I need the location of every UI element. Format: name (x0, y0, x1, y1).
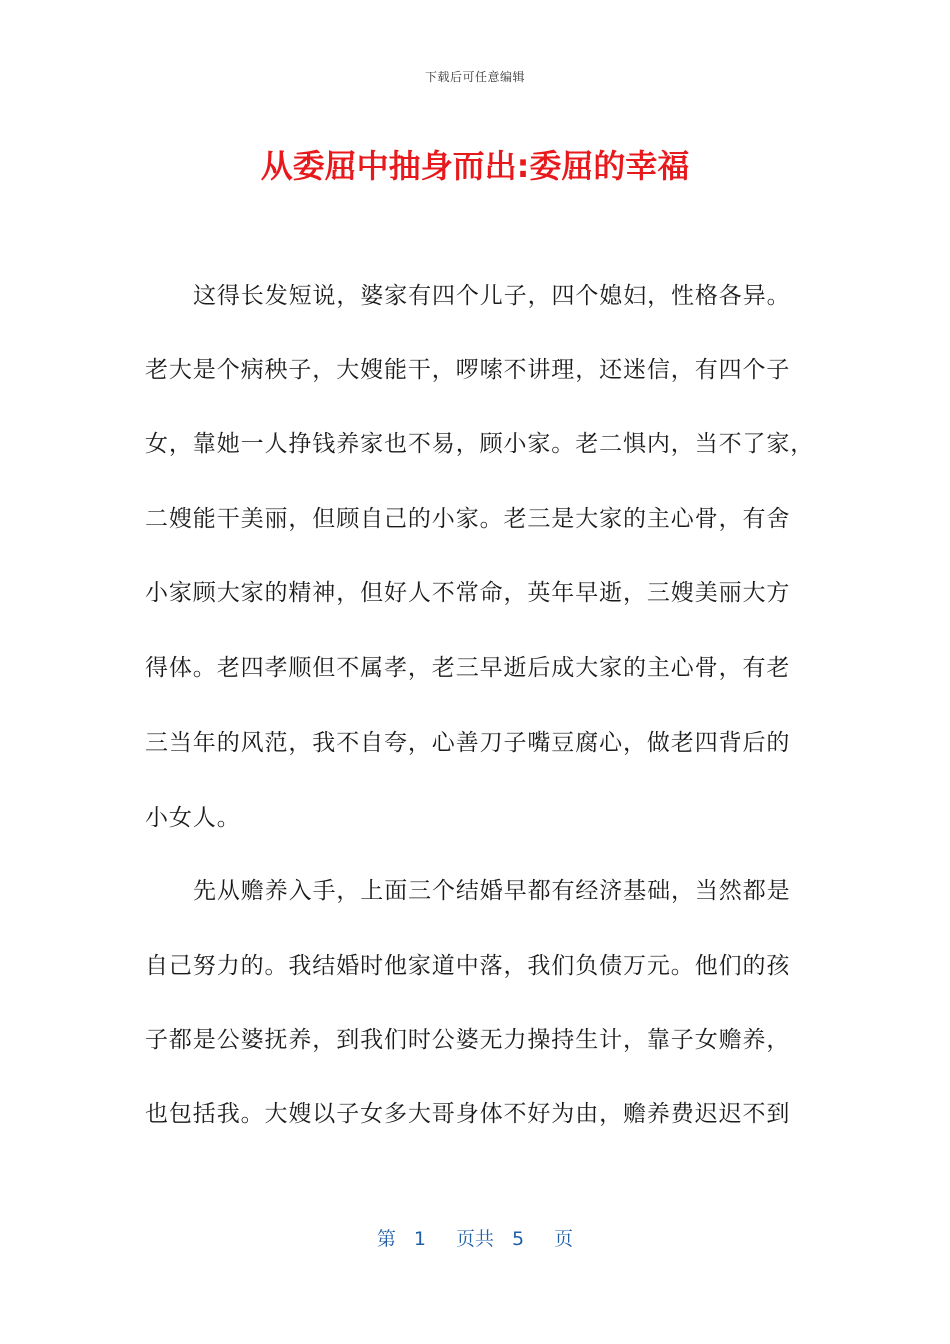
body-line: 子都是公婆抚养，到我们时公婆无力操持生计，靠子女赡养， (145, 1027, 791, 1053)
body-line: 也包括我。大嫂以子女多大哥身体不好为由，赡养费迟迟不到 (145, 1101, 791, 1127)
page-header-note: 下载后可任意编辑 (424, 70, 525, 84)
body-line: 得体。老四孝顺但不属孝，老三早逝后成大家的主心骨，有老 (145, 655, 791, 681)
body-line: 先从赡养入手，上面三个结婚早都有经济基础，当然都是 (193, 878, 791, 904)
footer-label-pages: 页 (554, 1228, 574, 1250)
body-line: 三当年的风范，我不自夸，心善刀子嘴豆腐心，做老四背后的 (145, 730, 791, 756)
body-line: 老大是个病秧子，大嫂能干，啰嗦不讲理，还迷信，有四个子 (145, 357, 791, 383)
footer-label-page: 第 (376, 1228, 396, 1250)
footer-total-pages: 5 (512, 1228, 525, 1250)
body-line: 自己努力的。我结婚时他家道中落，我们负债万元。他们的孩 (145, 953, 791, 979)
body-line: 小女人。 (145, 805, 241, 831)
body-line: 二嫂能干美丽，但顾自己的小家。老三是大家的主心骨，有舍 (145, 506, 791, 532)
body-line: 这得长发短说，婆家有四个儿子，四个媳妇，性格各异。 (193, 283, 791, 309)
body-line: 小家顾大家的精神，但好人不常命，英年早逝，三嫂美丽大方 (145, 580, 791, 606)
body-line: 女，靠她一人挣钱养家也不易，顾小家。老二惧内，当不了家， (145, 431, 815, 457)
document-title: 从委屈中抽身而出:委屈的幸福 (260, 147, 690, 185)
page-footer (0, 1226, 950, 1252)
footer-current-page: 1 (413, 1228, 426, 1250)
footer-label-of: 页共 (455, 1228, 494, 1250)
